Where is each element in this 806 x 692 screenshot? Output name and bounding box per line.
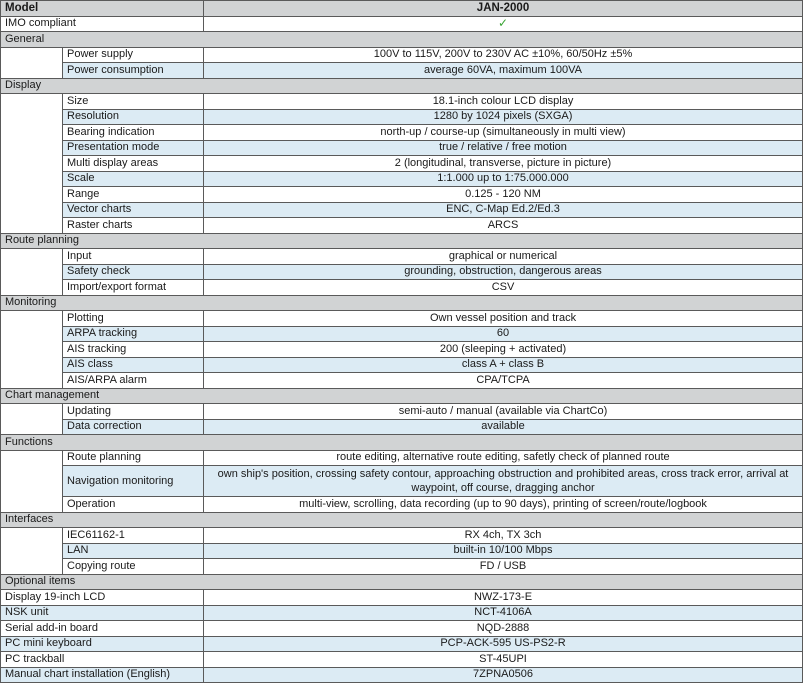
indent-cell — [1, 311, 63, 389]
table-row — [1, 218, 803, 234]
row-value: own ship's position, crossing safety contour, approaching obstruction and prohibited areas, cross track error, arrival at waypoint, off course, dragging anchor — [204, 466, 803, 497]
section-header — [1, 388, 803, 404]
row-value: average 60VA, maximum 100VA — [204, 63, 803, 79]
row-value: 1:1.000 up to 1:75.000.000 — [204, 171, 803, 187]
row-value: 1280 by 1024 pixels (SXGA) — [204, 109, 803, 125]
table-row — [1, 590, 803, 606]
section-title: Interfaces — [1, 512, 803, 528]
table-row — [1, 171, 803, 187]
row-label: IEC61162-1 — [63, 528, 204, 544]
row-label: Manual chart installation (English) — [1, 667, 204, 683]
row-value: CPA/TCPA — [204, 373, 803, 389]
row-label: AIS class — [63, 357, 204, 373]
table-row — [1, 280, 803, 296]
table-row — [1, 311, 803, 327]
row-value: Own vessel position and track — [204, 311, 803, 327]
row-value: 60 — [204, 326, 803, 342]
row-label: Safety check — [63, 264, 204, 280]
table-row — [1, 621, 803, 637]
table-row — [1, 605, 803, 621]
section-title: Functions — [1, 435, 803, 451]
row-label: LAN — [63, 543, 204, 559]
row-value: 7ZPNA0506 — [204, 667, 803, 683]
table-row — [1, 47, 803, 63]
table-row — [1, 109, 803, 125]
section-title: Route planning — [1, 233, 803, 249]
row-value: available — [204, 419, 803, 435]
table-row — [1, 156, 803, 172]
model-name: JAN-2000 — [204, 1, 803, 17]
row-value: ENC, C-Map Ed.2/Ed.3 — [204, 202, 803, 218]
indent-cell — [1, 249, 63, 296]
row-label: Plotting — [63, 311, 204, 327]
table-row — [1, 667, 803, 683]
row-value: 2 (longitudinal, transverse, picture in picture) — [204, 156, 803, 172]
section-title: Display — [1, 78, 803, 94]
section-header — [1, 512, 803, 528]
row-value: NQD-2888 — [204, 621, 803, 637]
row-label: Vector charts — [63, 202, 204, 218]
table-row — [1, 249, 803, 265]
row-label: Route planning — [63, 450, 204, 466]
header-row — [1, 1, 803, 17]
table-row — [1, 652, 803, 668]
table-row — [1, 357, 803, 373]
row-label: Display 19-inch LCD — [1, 590, 204, 606]
row-value: true / relative / free motion — [204, 140, 803, 156]
table-row — [1, 94, 803, 110]
table-row — [1, 497, 803, 513]
spec-table-body — [1, 1, 803, 683]
row-value: CSV — [204, 280, 803, 296]
row-label: Resolution — [63, 109, 204, 125]
row-label: ARPA tracking — [63, 326, 204, 342]
row-value: grounding, obstruction, dangerous areas — [204, 264, 803, 280]
table-row — [1, 202, 803, 218]
section-title: Optional items — [1, 574, 803, 590]
row-value: FD / USB — [204, 559, 803, 575]
indent-cell — [1, 450, 63, 512]
row-label: IMO compliant — [1, 16, 204, 32]
table-row — [1, 342, 803, 358]
row-label: Navigation monitoring — [63, 466, 204, 497]
table-row — [1, 140, 803, 156]
model-label: Model — [1, 1, 204, 17]
row-value: ✓ — [204, 16, 803, 32]
section-header — [1, 574, 803, 590]
row-value: ARCS — [204, 218, 803, 234]
section-title: General — [1, 32, 803, 48]
row-label: Copying route — [63, 559, 204, 575]
indent-cell — [1, 404, 63, 435]
row-label: Presentation mode — [63, 140, 204, 156]
row-label: Import/export format — [63, 280, 204, 296]
row-value: class A + class B — [204, 357, 803, 373]
table-row — [1, 326, 803, 342]
row-value: graphical or numerical — [204, 249, 803, 265]
row-label: AIS/ARPA alarm — [63, 373, 204, 389]
section-header — [1, 233, 803, 249]
row-value: NCT-4106A — [204, 605, 803, 621]
section-title: Monitoring — [1, 295, 803, 311]
row-value: semi-auto / manual (available via ChartCo) — [204, 404, 803, 420]
section-header — [1, 78, 803, 94]
table-row — [1, 404, 803, 420]
table-row — [1, 373, 803, 389]
row-label: Bearing indication — [63, 125, 204, 141]
section-header — [1, 435, 803, 451]
row-label: Serial add-in board — [1, 621, 204, 637]
row-value: route editing, alternative route editing, safetly check of planned route — [204, 450, 803, 466]
indent-cell — [1, 528, 63, 575]
row-value: 200 (sleeping + activated) — [204, 342, 803, 358]
table-row — [1, 16, 803, 32]
row-value: 0.125 - 120 NM — [204, 187, 803, 203]
row-label: PC mini keyboard — [1, 636, 204, 652]
row-value: RX 4ch, TX 3ch — [204, 528, 803, 544]
row-value: PCP-ACK-595 US-PS2-R — [204, 636, 803, 652]
table-row — [1, 559, 803, 575]
table-row — [1, 450, 803, 466]
row-value: ST-45UPI — [204, 652, 803, 668]
indent-cell — [1, 94, 63, 234]
table-row — [1, 528, 803, 544]
indent-cell — [1, 47, 63, 78]
section-header — [1, 295, 803, 311]
row-label: Multi display areas — [63, 156, 204, 172]
row-label: Scale — [63, 171, 204, 187]
row-label: Operation — [63, 497, 204, 513]
row-label: Input — [63, 249, 204, 265]
row-label: Data correction — [63, 419, 204, 435]
row-label: AIS tracking — [63, 342, 204, 358]
row-label: Raster charts — [63, 218, 204, 234]
row-label: PC trackball — [1, 652, 204, 668]
row-value: built-in 10/100 Mbps — [204, 543, 803, 559]
table-row — [1, 636, 803, 652]
section-title: Chart management — [1, 388, 803, 404]
table-row — [1, 264, 803, 280]
row-label: Power consumption — [63, 63, 204, 79]
row-value: north-up / course-up (simultaneously in multi view) — [204, 125, 803, 141]
row-value: 100V to 115V, 200V to 230V AC ±10%, 60/50Hz ±5% — [204, 47, 803, 63]
row-label: Size — [63, 94, 204, 110]
section-header — [1, 32, 803, 48]
table-row — [1, 419, 803, 435]
table-row — [1, 63, 803, 79]
table-row — [1, 187, 803, 203]
row-value: NWZ-173-E — [204, 590, 803, 606]
row-label: NSK unit — [1, 605, 204, 621]
row-label: Updating — [63, 404, 204, 420]
table-row — [1, 543, 803, 559]
table-row — [1, 466, 803, 497]
row-label: Power supply — [63, 47, 204, 63]
table-row — [1, 125, 803, 141]
row-value: multi-view, scrolling, data recording (up to 90 days), printing of screen/route/logbook — [204, 497, 803, 513]
row-label: Range — [63, 187, 204, 203]
row-value: 18.1-inch colour LCD display — [204, 94, 803, 110]
